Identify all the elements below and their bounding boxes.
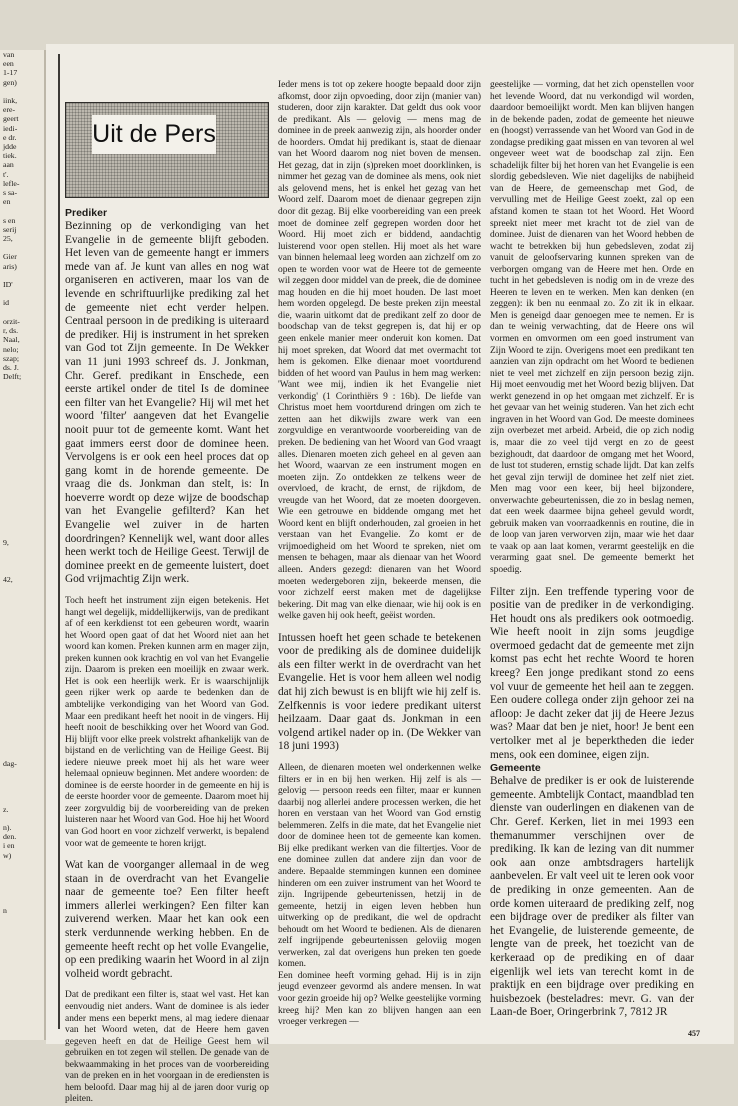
paragraph: Alleen, de dienaren moeten wel onderkennen welke filters er in en bij hen werken. Hij zelf is als — gelovig — persoon reeds een filter, maar er kunnen daarbij nog allerlei andere processen werken, die het horen en verstaan van het Woord van God ernstig belemmeren. Zelfs in die mate, dat het Evangelie niet door de dominee heen tot de gemeente kan komen. Bij elke predikant werken van die filtertjes. Voor de ene dominee zullen dat andere zijn dan voor de andere. Bepaalde stemmingen kunnen een dominee hinderen om een zuiver instrument van het Woord te zijn. Ingrijpende gebeurtenissen, hetzij in de gemeente, hetzij in eigen leven hebben hun uitwerking op de predikant, die wel de opdracht behoudt om het Woord te bedienen. Als de dienaren zelf ingrijpende gebeurtenissen geloviig mogen verwerken, zal dat overigens hun preken ten goede komen.: [278, 763, 481, 970]
page-fragment: [0, 795, 44, 804]
page-fragment: ID': [3, 280, 13, 290]
column-3: [490, 80, 694, 1020]
page-fragment: [0, 887, 44, 896]
page-fragment: n).: [3, 823, 12, 833]
page-fragment: jdde: [3, 142, 17, 152]
page-fragment: [0, 483, 44, 492]
page-fragment: aan: [3, 160, 14, 170]
page-fragment: [0, 243, 44, 252]
section-heading-gemeente: Gemeente: [490, 762, 541, 775]
page-fragment: [0, 501, 44, 510]
page-fragment: [0, 897, 44, 906]
page-fragment: [0, 519, 44, 528]
page-fragment: [0, 271, 44, 280]
paragraph: Filter zijn. Een treffende typering voor de positie van de prediker in de verkondiging. Het houdt ons als predikers ook ootmoedig. Wie heeft nooit in zijn soms jeugdige overmoed gedacht dat de gemeente met zijn komst pas echt het rechte Woord te horen kreeg? Een jonge predikant stond zo eens vol vuur de gemeente het heil aan te zeggen. Een oudere collega onder zijn gehoor zei na afloop: Je dacht zeker dat jij de Heere Jezus was? Maar dat ben je niet, hoor! Je bent een vertolker met al je beperktheden die ieder mens, ook een dominee, eigen zijn.: [490, 585, 694, 761]
page-fragment: [0, 630, 44, 639]
page-fragment: 25,: [3, 234, 13, 244]
previous-page-edge: [0, 50, 46, 1040]
paragraph: Wat kan de voorganger allemaal in de weg staan in de overdracht van het Evangelie naar de gemeente toe? Een filter heeft immers allerlei werkingen? Een filter kan zuiverend werken. Maar het kan ook een sterk verdunnende werking hebben. En de gemeente heeft recht op het volle Evangelie, op een prediking waarin het Woord in al zijn volheid wordt gebracht.: [65, 859, 269, 980]
page-fragment: [0, 777, 44, 786]
paragraph: Intussen hoeft het geen schade te betekenen voor de prediking als de dominee duidelijk als een filter werkt in de overdracht van het Evangelie. Het is voor hem alleen wel nodig dat hij zich bewust is en blijft wie hij zelf is. Zelfkennis is voor iedere predikant uiterst heilzaam. Daar gaat ds. Jonkman in een volgend artikel nader op in. (De Wekker van 18 juni 1993): [278, 631, 481, 753]
page-fragment: [0, 510, 44, 519]
page-number: 457: [688, 1029, 700, 1038]
page-fragment: serij: [3, 224, 17, 234]
page-fragment: Naal,: [3, 335, 20, 345]
column-1: [65, 207, 269, 1106]
page-fragment: aris): [3, 261, 17, 271]
page-fragment: i en: [3, 841, 15, 851]
page-fragment: 1-17: [3, 68, 18, 78]
page-fragment: ere-: [3, 105, 16, 115]
page-fragment: geert: [3, 114, 19, 124]
page-fragment: Gier: [3, 252, 17, 262]
page-fragment: [0, 529, 44, 538]
page-fragment: [0, 206, 44, 215]
page-fragment: [0, 731, 44, 740]
page-fragment: [0, 418, 44, 427]
page-fragment: [0, 381, 44, 390]
page-fragment: 9,: [3, 537, 9, 547]
page-fragment: [0, 289, 44, 298]
page-fragment: [0, 565, 44, 574]
page-fragment: Delft;: [3, 372, 22, 382]
page-fragment: [0, 391, 44, 400]
section-heading-prediker: Prediker: [65, 207, 108, 219]
page-fragment: van: [3, 50, 15, 59]
page-fragment: [0, 437, 44, 446]
page-fragment: ds. J.: [3, 362, 19, 372]
page-fragment: [0, 611, 44, 620]
page-fragment: s en: [3, 215, 16, 225]
page-fragment: [0, 648, 44, 657]
page-fragment: [0, 676, 44, 685]
page-fragment: iedi-: [3, 123, 18, 133]
page-fragment: [0, 869, 44, 878]
page-fragment: [0, 621, 44, 630]
page-fragment: orzit-: [3, 316, 20, 326]
paragraph: Toch heeft het instrument zijn eigen betekenis. Het hangt wel degelijk, middellijkerwijs, van de predikant af of een kerkdienst tot een gebeuren wordt, waarin het Woord open gaat of dat het Woord niet aan het woord kan komen. Preken kunnen arm en mager zijn, preken kunnen ook krachtig en vol van het Evangelie zijn. Daarom is preken een moeilijk en zwaar werk. Het is ook een heerlijk werk. Er is waarschijnlijk geen rijker werk op aarde te bedenken dan de ambtelijke verkondiging van het Woord van God. Maar een predikant heeft het nooit in de vingers. Hij heeft nooit de beschikking over het Woord van God. Hij blijft voor elke preek volstrekt afhankelijk van de bijstand en de verlichting van de Heilige Geest. Bij iedere nieuwe preek moet hij als het ware weer helemaal opnieuw beginnen. Met andere woorden: de dominee is de eerste hoorder in de gemeente en hij is de eerste hoorder voor de gemeente. Daarom moet hij zeer zorgvuldig bij de voorbereiding van de preken luisteren naar het Woord van God. Hoe hij het Woord van God hoort en voor zichzelf verwerkt, is bepalend voor wat de gemeente te horen krijgt.: [65, 596, 269, 849]
page-fragment: [0, 446, 44, 455]
page-fragment: [0, 860, 44, 869]
masthead-box: [65, 102, 269, 198]
page-fragment: dag-: [3, 758, 17, 768]
page-fragment: [0, 657, 44, 666]
magazine-page: [46, 44, 734, 1105]
page-fragment: r, ds.: [3, 326, 19, 336]
page-fragment: id: [3, 298, 10, 308]
page-fragment: n: [3, 905, 7, 915]
page-fragment: [0, 547, 44, 556]
page-fragment: s sa-: [3, 188, 18, 198]
paragraph: Een dominee heeft vorming gehad. Hij is in zijn jeugd evenzeer gevormd als andere mensen. In wat voor gezin groeide hij op? Welke geestelijke vorming kreeg hij? Men kan zo blijven hangen aan een vroeger verkregen —: [278, 970, 481, 1028]
page-fragment: e dr.: [3, 132, 17, 142]
column-rule: [58, 54, 60, 1029]
page-fragment: [0, 685, 44, 694]
paragraph: Behalve de prediker is er ook de luisterende gemeente. Ambtelijk Contact, maandblad ten dienste van ouderlingen en diakenen van de Chr. Geref. Kerken, liet in mei 1993 een themanummer verschijnen over de prediking. Ik kan de lezing van dit nummer ook aan onze ambtsdragers hartelijk aanbevelen. Er valt veel uit te leren ook voor de prediking in onze gemeenten. Aan de orde komen uiteraard de prediking zelf, nog een bijdrage over de prediker als filter van het Evangelie, de luisterende gemeente, de lengte van de preek, het toezicht van de kerkeraad op de prediking en of daar eigenlijk wel iets van terecht komt in de praktijk en een bijdrage over prediking en huisbezoek (besteladres: mevr. G. van der Laan-de Boer, Oringerbrink 7, 7812 JR: [490, 775, 694, 1019]
page-fragment: w): [3, 850, 12, 860]
page-fragment: szap;: [3, 353, 20, 363]
page-fragment: [0, 667, 44, 676]
page-fragment: [0, 473, 44, 482]
page-fragment: [0, 87, 44, 96]
page-fragment: den.: [3, 832, 17, 842]
page-fragment: [0, 740, 44, 749]
paragraph: Dat de predikant een filter is, staat wel vast. Het kan eenvoudig niet anders. Want de dominee is als ieder ander mens een beperkt mens, al mag iedere dienaar van het Woord weten, dat de Heere hem gaven gegeven heeft en dat de Heilige Geest hem wil gebruiken en tot zegen wil stellen. De genade van de bekwaammaking in het proces van de voorbereiding van de preken en in het voorgaan in de erediensten is hem beloofd. Daar mag hij al de jaren door vurig op pleiten.: [65, 990, 269, 1105]
page-fragment: [0, 308, 44, 317]
paragraph: geestelijke — vorming, dat het zich openstellen voor het levende Woord, dat nu verkondigd wil worden, daardoor bemoeilijkt wordt. Men kan blijven hangen in de bekende paden, zodat de gemeente het nieuwe en (hoogst) verrassende van het Woord van God in de zondagse prediking gaat missen en van tevoren al wel ongeveer weet wat de boodschap zal zijn. Een schadelijk filter bij het horen van het Evangelie is een slordig gebedsleven. Wie niet dagelijks de nabijheid van de Heere, de gemeenschap met God, de vervulling met de Heilige Geest zoekt, zal op een afstand komen te staan tot het Woord. Het Woord spreekt niet meer met kracht tot de ziel van de dominee. Juist de dienaren van het Woord hebben de wacht te betrekken bij hun gebedsleven, zodat zij vanuit de geloofservaring kunnen spreken van de verborgen omgang van de Heere met hen. Orde en tucht in het gebedsleven is nodig om in de vreze des Heeren te leven en te werken. Men kan denken (en zeggen): ik ben nu eenmaal zo. Zo zit ik in elkaar. Men is geneigd daar genoegen mee te nemen. Er is dan te weinig verwachting, dat de Heere ons wil vormen en omvormen om een goed instrument van Zijn Woord te zijn. Overigens moet een predikant ten aanzien van zijn opdracht om het Woord te bedienen niet te veel met zichzelf en zijn persoon bezig zijn. Hij moet eenvoudig met het Woord bezig blijven. Dat werkt genezend in op het omgaan met zichzelf. Er is het gevaar van het weinig studeren. Van het zich echt ingraven in het Woord van God. De meeste dominees zijn overbezet met arbeid. Arbeid, die op zich nodig is, maar die zo veel tijd vergt en zo de geest bezighoudt, dat daardoor de omgang met het Woord, de lust tot studeren, ernstig schade lijdt. Dat kan zelfs het geval zijn terwijl de dominee het zelf niet ziet. Men mag voor een keer, bij heel bijzondere, onverwachte gebeurtenissen, die zo in beslag nemen, dat een week daarmee bijna geheel gevuld wordt, gebruik maken van voorraadkennis en routine, die in de loop van jaren verworven zijn, maar wie het daar te vaak op aan laat komen, verarmt geestelijk en die verarming gaat snel. De gemeente bemerkt het spoedig.: [490, 80, 694, 575]
page-fragment: [0, 464, 44, 473]
page-fragment: gen): [3, 77, 17, 87]
page-fragment: en: [3, 197, 11, 207]
page-fragment: [0, 713, 44, 722]
page-fragment: [0, 455, 44, 464]
page-fragment: [0, 639, 44, 648]
page-fragment: tiek.: [3, 151, 17, 161]
paragraph: Ieder mens is tot op zekere hoogte bepaald door zijn afkomst, door zijn opvoeding, door zijn (manier van) studeren, door zijn karakter. Dat geldt dus ook voor de predikant. Als — gelovig — mens mag de dominee in de preek aanwezig zijn, als hoorder onder de hoorders. Omdat hij predikant is, staat de dienaar van het Woord daarom nog niet boven de mensen. Het gezag, dat in zijn (s)preken moet doorklinken, is nimmer het gezag van de dominee als mens, ook niet als gelovend mens, het is enkel het gezag van het Woord zelf. Daarom moet de dienaar gegrepen zijn door dit gezag. Bij elke voorbereiding van een preek moet de dominee zelf gegrepen worden door het Woord. Hij moet zich er biddend, aandachtig luisterend voor open stellen. Hij moet als het ware van binnen helemaal leeg worden aan zichzelf om zo open te worden voor wat de Heere tot de gemeente wil zeggen door middel van de preek, die de dominee mag houden en die hij moet houden. De last moet hem worden opgelegd. De beste preken zijn meestal die, waarin uitkomt dat de predikant zelf zo door de boodschap van de tekst gegrepen is, dat hij er op geen enkele manier meer onderuit kon komen. Dat hij moet spreken, dat Woord dat met overmacht tot hem is gekomen. Elke dienaar moet voortdurend bidden of het woord van Paulus in hem mag werken: 'Want wee mij, indien ik het Evangelie niet verkondig' (1 Corinthiërs 9 : 16b). De liefde van Christus moet hem voortdurend dringen om zich te zetten aan het dikwijls zware werk van een zorgvuldige en verantwoorde voorbereiding van de preken. De bediening van het Woord van God vraagt alles. Dienaren moeten zich geheel en al geven aan het Woord, waarvan ze een instrument mogen en moeten zijn. Zo ontdekken ze telkens weer de overvloed, de kracht, de ernst, de rijkdom, de vreugde van het Woord, dat ze moeten doorgeven. Wie een getrouwe en biddende omgang met het Woord kent en blijft onderhouden, zal groeien in het verstaan van het Evangelie. Zo komt er de vrijmoedigheid om het Woord te spreken, niet om mensen te behagen, maar als dienaar van het Woord alleen. Anders gezegd: dienaren van het Woord moeten wedergeboren zijn, bekeerde mensen, die voor zichzelf eerst maken met de dagelijkse bekering. Dit mag van elke dienaar, wie hij ook is en welke gaven hij ook heeft, geëist worden.: [278, 80, 481, 622]
page-fragment: [0, 786, 44, 795]
page-fragment: een: [3, 59, 14, 69]
page-fragment: [0, 878, 44, 887]
page-fragment: [0, 768, 44, 777]
page-fragment: lefle-: [3, 178, 20, 188]
page-fragment: [0, 409, 44, 418]
masthead-title: Uit de Pers: [92, 115, 216, 154]
page-fragment: [0, 584, 44, 593]
page-fragment: [0, 593, 44, 602]
page-fragment: [0, 814, 44, 823]
page-fragment: nelo;: [3, 344, 19, 354]
page-fragment: t'.: [3, 169, 9, 179]
page-fragment: [0, 703, 44, 712]
paragraph: Bezinning op de verkondiging van het Evangelie in de gemeente blijft geboden. Het leven van de gemeente hangt er immers mede van af. Je kunt van alles en nog wat organiseren en activeren, maar los van de levende en schriftuurlijke prediking zal het de gemeente niet echt verder helpen. Centraal persoon in de prediking is uiteraard de prediker. Hij is instrument in het spreken van God tot Zijn gemeente. In De Wekker van 11 juni 1993 schreef ds. J. Jonkman, Chr. Geref. predikant in Enschede, een eerste artikel onder de titel Is de dominee een filter van het Evangelie? Hij wil met het woord 'filter' aangeven dat het Evangelie nooit puur tot de gemeente komt. Want het gaat immers eerst door de dominee heen. Vervolgens is er ook een heel proces dat op gang komt in de horende gemeente. De vraag die ds. Jonkman dan stelt, is: In hoeverre wordt op deze wijze de boodschap van het Evangelie gefilterd? Kan het Evangelie wel zuiver in de harten doordringen? Kennelijk wel, want door alles heen werkt toch de Heilige Geest. Terwijl de dominee preekt en de gemeente luistert, doet God vrijmachtig Zijn werk.: [65, 220, 269, 586]
page-fragment: z.: [3, 804, 9, 814]
page-fragment: 42,: [3, 574, 13, 584]
column-2: [278, 80, 481, 1029]
previous-page-fragments: [0, 50, 44, 915]
page-fragment: [0, 427, 44, 436]
page-fragment: [0, 749, 44, 758]
page-fragment: [0, 694, 44, 703]
page-fragment: [0, 492, 44, 501]
page-fragment: [0, 400, 44, 409]
page-fragment: [0, 556, 44, 565]
page-fragment: [0, 722, 44, 731]
page-fragment: [0, 602, 44, 611]
page-fragment: iink,: [3, 96, 18, 106]
